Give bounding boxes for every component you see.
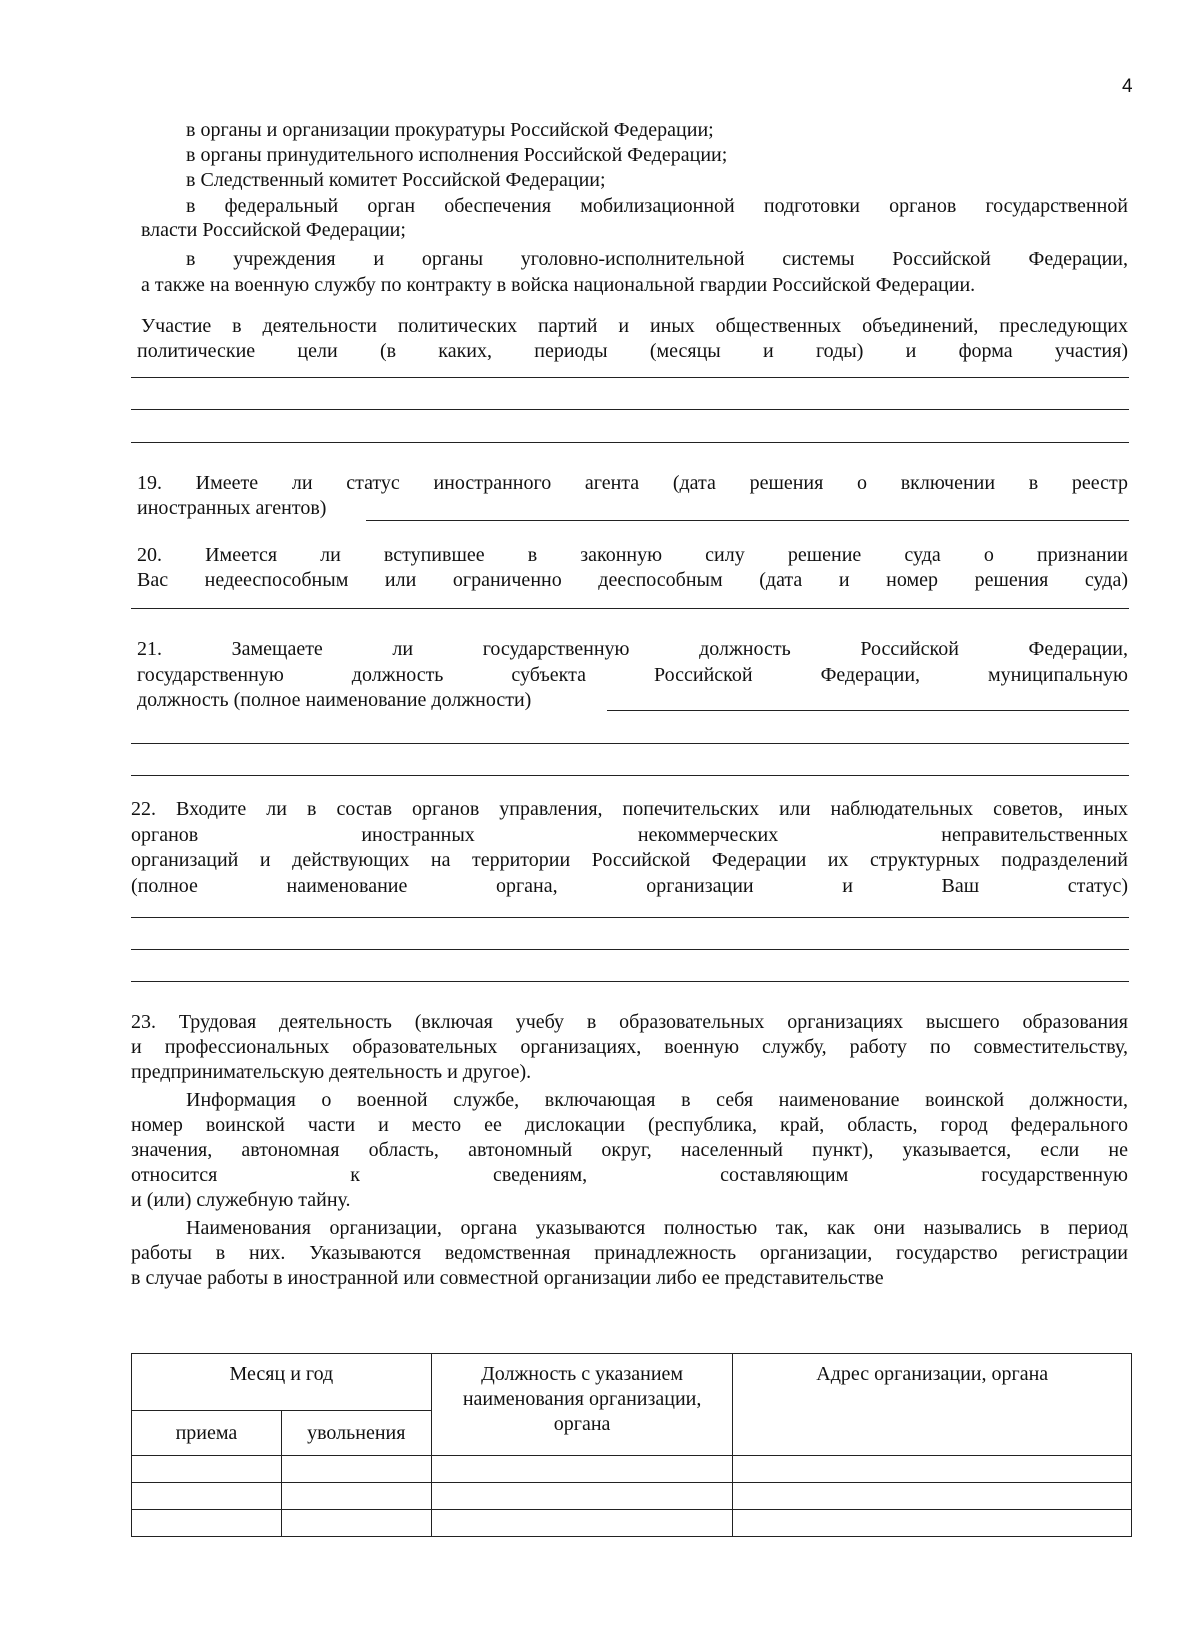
header-position-line: органа: [553, 1413, 611, 1435]
page-number: 4: [1122, 76, 1133, 97]
q21-answer-line[interactable]: [131, 743, 1129, 744]
cell-address[interactable]: [733, 1510, 1132, 1537]
political-question: Участие в деятельности политических партий и иных общественных объединений, преследующих: [141, 315, 1128, 337]
intro-line: в Следственный комитет Российской Федерации;: [186, 169, 606, 191]
q20-text: Вас недееспособным или ограниченно дееспособным (дата и номер решения суда): [137, 569, 1128, 591]
cell-dismissal[interactable]: [281, 1456, 431, 1483]
header-month-year: Месяц и год: [132, 1354, 432, 1411]
table-row: [132, 1510, 1132, 1537]
q22-text: организаций и действующих на территории Российской Федерации их структурных подразделений: [131, 849, 1128, 871]
cell-position[interactable]: [431, 1456, 733, 1483]
military-note: и (или) служебную тайну.: [131, 1189, 351, 1211]
q23-text: и профессиональных образовательных организациях, военную службу, работу по совместительству,: [131, 1036, 1128, 1058]
intro-line: в федеральный орган обеспечения мобилизационной подготовки органов государственной: [186, 195, 1128, 217]
header-position-line: наименования организации,: [462, 1388, 702, 1410]
q22-answer-line[interactable]: [131, 917, 1129, 918]
military-note: Информация о военной службе, включающая в себя наименование воинской должности,: [186, 1089, 1128, 1111]
cell-dismissal[interactable]: [281, 1483, 431, 1510]
header-dismissal: увольнения: [281, 1411, 431, 1456]
header-position-line: Должность с указанием: [481, 1363, 684, 1385]
q22-answer-line[interactable]: [131, 949, 1129, 950]
orgname-note: Наименования организации, органа указываются полностью так, как они назывались в период: [186, 1217, 1128, 1239]
q22-text: (полное наименование органа, организации и Ваш статус): [131, 875, 1128, 897]
answer-line[interactable]: [131, 409, 1129, 410]
q22-text: органов иностранных некоммерческих неправительственных: [131, 824, 1128, 846]
political-question: политические цели (в каких, периоды (месяцы и годы) и форма участия): [137, 340, 1128, 362]
q21-text: государственную должность субъекта Российской Федерации, муниципальную: [137, 664, 1128, 686]
q21-text: должность (полное наименование должности): [137, 689, 532, 711]
q20-answer-line[interactable]: [131, 608, 1129, 609]
intro-line: а также на военную службу по контракту в войска национальной гвардии Российской Федерации.: [141, 274, 976, 296]
intro-line: в органы принудительного исполнения Российской Федерации;: [186, 144, 728, 166]
q23-text: предпринимательскую деятельность и другое).: [131, 1061, 532, 1083]
q21-text: 21. Замещаете ли государственную должность Российской Федерации,: [137, 638, 1128, 660]
military-note: относится к сведениям, составляющим государственную: [131, 1164, 1128, 1186]
cell-position[interactable]: [431, 1510, 733, 1537]
q23-text: 23. Трудовая деятельность (включая учебу в образовательных организациях высшего образования: [131, 1011, 1128, 1033]
intro-line: в органы и организации прокуратуры Российской Федерации;: [186, 119, 714, 141]
table-row: [132, 1483, 1132, 1510]
table-row: [132, 1456, 1132, 1483]
military-note: номер воинской части и место ее дислокации (республика, край, область, город федерального: [131, 1114, 1128, 1136]
cell-address[interactable]: [733, 1456, 1132, 1483]
cell-hire[interactable]: [132, 1456, 282, 1483]
q19-answer-line[interactable]: [366, 520, 1129, 521]
q22-text: 22. Входите ли в состав органов управления, попечительских или наблюдательных советов, иных: [131, 798, 1128, 820]
header-hire: приема: [132, 1411, 282, 1456]
cell-hire[interactable]: [132, 1483, 282, 1510]
cell-dismissal[interactable]: [281, 1510, 431, 1537]
intro-line: власти Российской Федерации;: [141, 219, 406, 241]
orgname-note: работы в них. Указываются ведомственная принадлежность организации, государство регистрации: [131, 1242, 1128, 1264]
q22-answer-line[interactable]: [131, 981, 1129, 982]
intro-line: в учреждения и органы уголовно-исполнительной системы Российской Федерации,: [186, 248, 1128, 270]
answer-line[interactable]: [131, 377, 1129, 378]
cell-position[interactable]: [431, 1483, 733, 1510]
answer-line[interactable]: [131, 442, 1129, 443]
q20-text: 20. Имеется ли вступившее в законную силу решение суда о признании: [137, 544, 1128, 566]
header-position: [431, 1354, 733, 1456]
header-address: Адрес организации, органа: [733, 1354, 1132, 1456]
q19-text: иностранных агентов): [137, 497, 327, 519]
military-note: значения, автономная область, автономный округ, населенный пункт), указывается, если не: [131, 1139, 1128, 1161]
cell-address[interactable]: [733, 1483, 1132, 1510]
q21-answer-line[interactable]: [131, 775, 1129, 776]
orgname-note: в случае работы в иностранной или совместной организации либо ее представительстве: [131, 1267, 884, 1289]
employment-table: [131, 1353, 1132, 1537]
q21-answer-line[interactable]: [607, 710, 1129, 711]
cell-hire[interactable]: [132, 1510, 282, 1537]
q19-text: 19. Имеете ли статус иностранного агента (дата решения о включении в реестр: [137, 472, 1128, 494]
